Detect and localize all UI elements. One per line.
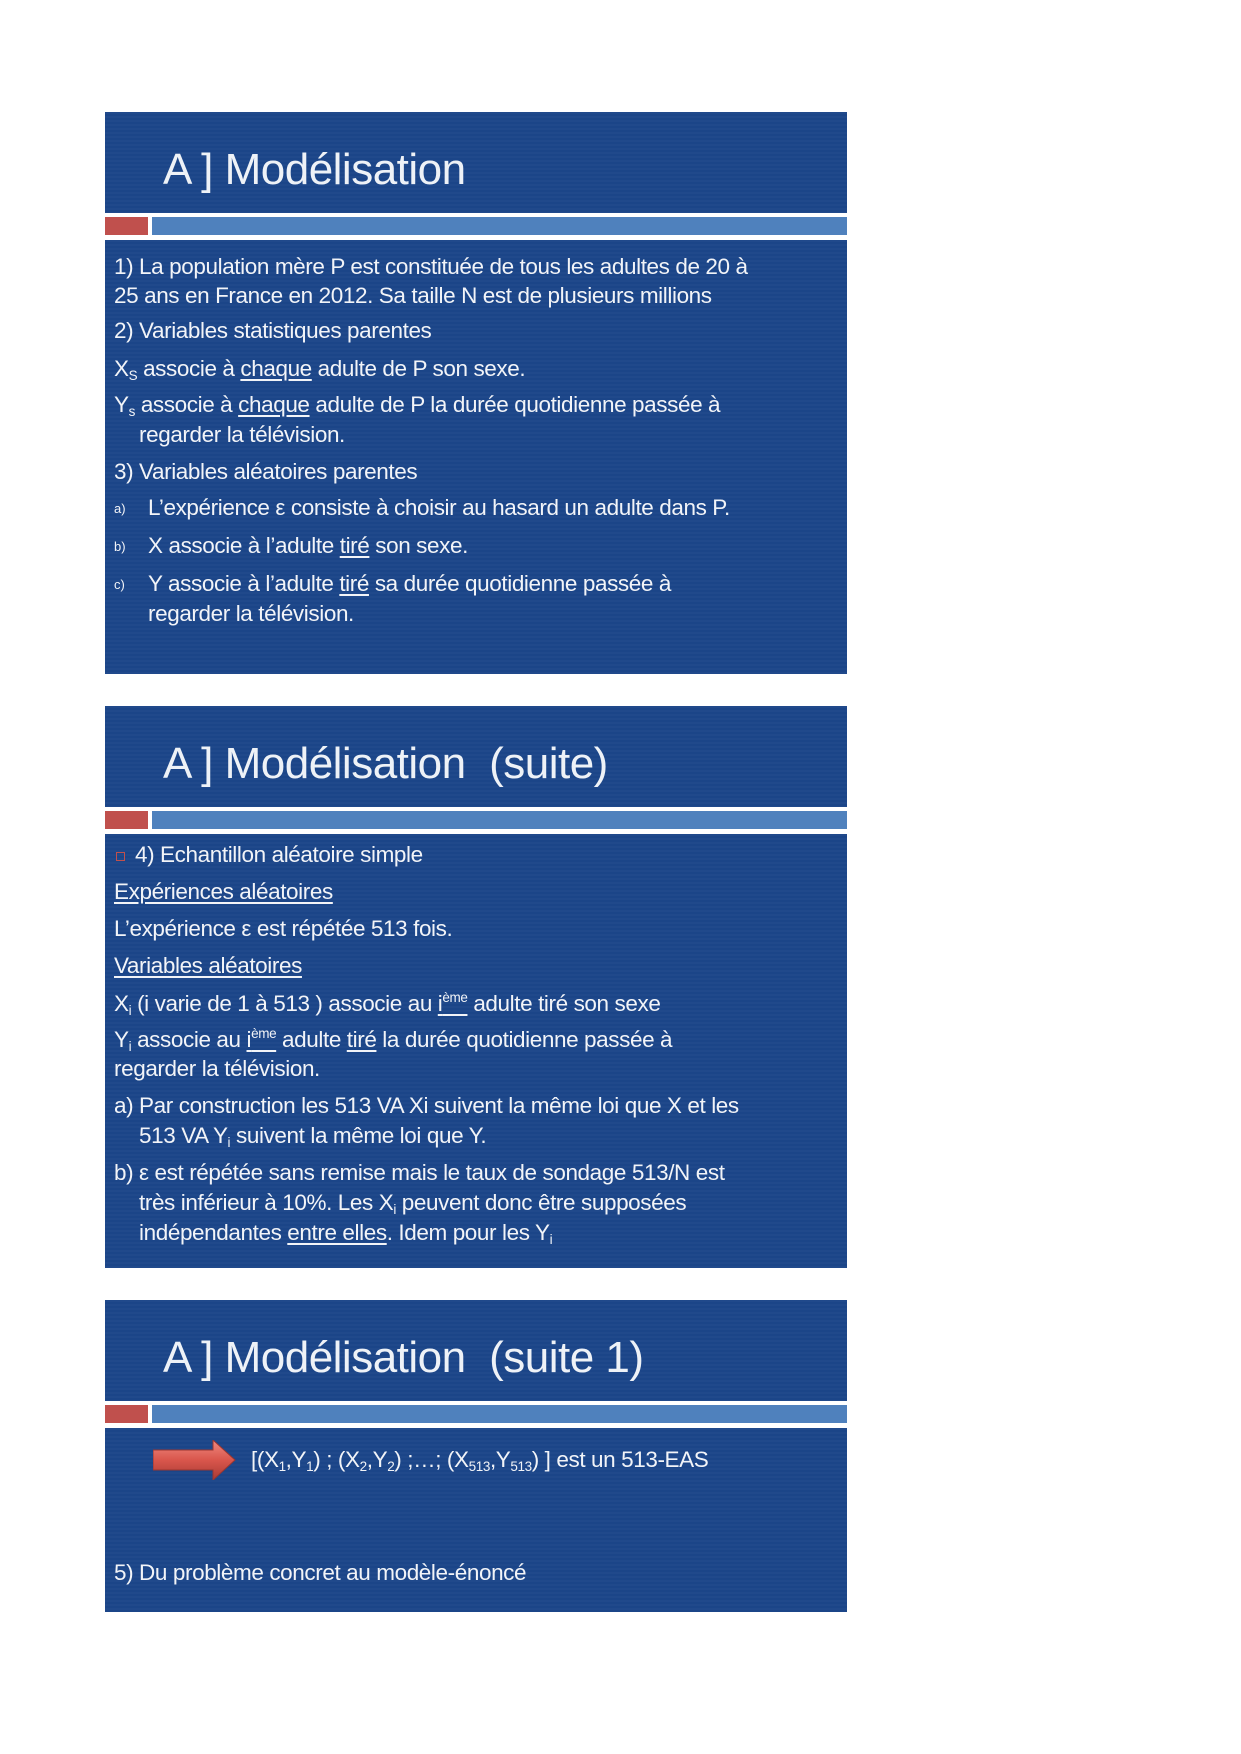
- text-line: [114, 1026, 672, 1054]
- text: ,: [489, 1447, 496, 1472]
- slide-1: [105, 112, 847, 674]
- accent-red-bar: [105, 811, 148, 829]
- subscript: 1: [306, 1459, 314, 1474]
- underlined-text: tiré: [346, 1027, 377, 1052]
- text: associe à: [134, 392, 239, 417]
- variable: Y: [372, 1447, 388, 1472]
- variable: Y: [114, 1027, 129, 1052]
- underlined-text: entre elles: [287, 1220, 387, 1245]
- title-separator: [105, 1401, 847, 1428]
- text: peuvent donc être supposées: [395, 1190, 687, 1215]
- slide-title: A ] Modélisation (suite): [163, 739, 608, 788]
- underlined-text: [247, 1027, 277, 1052]
- text: associe à: [137, 356, 241, 381]
- text-line: regarder la télévision.: [114, 1056, 320, 1081]
- list-item: [148, 532, 468, 560]
- text-line: 2) Variables statistiques parentes: [114, 318, 432, 343]
- accent-blue-bar: [152, 1405, 847, 1423]
- text-line: [114, 391, 720, 419]
- variable: Y: [114, 392, 129, 417]
- subscript: i: [128, 1039, 132, 1054]
- subscript: 2: [359, 1459, 367, 1474]
- variable: X: [454, 1447, 469, 1472]
- underlined-text: chaque: [238, 392, 310, 417]
- text-line: L’expérience ε est répétée 513 fois.: [114, 916, 453, 941]
- superscript: ème: [251, 1026, 277, 1041]
- variable: Y: [291, 1447, 307, 1472]
- subscript: i: [549, 1232, 553, 1247]
- subscript: i: [227, 1135, 231, 1150]
- text: ,: [285, 1447, 292, 1472]
- text-line: [114, 355, 525, 383]
- subscript: 2: [387, 1459, 395, 1474]
- subscript: s: [128, 404, 135, 419]
- text: adulte tiré son sexe: [467, 991, 661, 1016]
- text: adulte: [276, 1027, 347, 1052]
- text: la durée quotidienne passée à: [376, 1027, 673, 1052]
- subscript: i: [393, 1202, 396, 1217]
- text: suivent la même loi que Y.: [230, 1123, 487, 1148]
- text-line: 25 ans en France en 2012. Sa taille N est de plusieurs millions: [114, 283, 712, 308]
- accent-blue-bar: [152, 217, 847, 235]
- slide-body: [105, 240, 847, 674]
- text-line: b) ε est répétée sans remise mais le taux de sondage 513/N est: [114, 1160, 725, 1185]
- square-bullet-icon: [116, 852, 125, 861]
- slide-header: [105, 112, 847, 213]
- subscript: i: [128, 1003, 132, 1018]
- subscript: S: [128, 368, 138, 383]
- list-item: [148, 570, 671, 598]
- text-line: [139, 1122, 486, 1150]
- text: i: [246, 1027, 252, 1052]
- section-heading: Expériences aléatoires: [114, 879, 333, 904]
- underlined-text: tiré: [339, 533, 370, 558]
- text: ) ;…; (: [394, 1447, 454, 1472]
- text: associe au: [131, 1027, 247, 1052]
- eas-statement: [251, 1446, 708, 1474]
- underlined-text: chaque: [240, 356, 312, 381]
- slide-header: [105, 1300, 847, 1401]
- text-line: 5) Du problème concret au modèle-énoncé: [114, 1560, 527, 1585]
- underlined-text: [438, 991, 468, 1016]
- text: ,: [366, 1447, 373, 1472]
- slide-2: [105, 706, 847, 1268]
- slide-title: A ] Modélisation: [163, 145, 466, 194]
- list-marker: a): [114, 501, 126, 516]
- text: adulte de P son sexe.: [311, 356, 526, 381]
- text: ) ; (: [313, 1447, 345, 1472]
- list-marker: c): [114, 577, 125, 592]
- right-arrow-icon: [153, 1440, 237, 1480]
- accent-red-bar: [105, 217, 148, 235]
- list-marker: b): [114, 539, 126, 554]
- accent-blue-bar: [152, 811, 847, 829]
- text-line: [114, 990, 660, 1018]
- text: (i varie de 1 à 513 ) associe au: [131, 991, 438, 1016]
- text: très inférieur à 10%. Les X: [139, 1190, 394, 1215]
- text: indépendantes: [139, 1220, 288, 1245]
- subscript: 513: [468, 1459, 490, 1474]
- underlined-text: tiré: [339, 571, 369, 596]
- text-line: 3) Variables aléatoires parentes: [114, 459, 418, 484]
- subscript: 1: [278, 1459, 286, 1474]
- text: Y associe à l’adulte: [148, 571, 340, 596]
- accent-red-bar: [105, 1405, 148, 1423]
- slide-body: [105, 1428, 847, 1612]
- text: son sexe.: [369, 533, 468, 558]
- text-line: [139, 1189, 686, 1217]
- text: adulte de P la durée quotidienne passée à: [309, 392, 721, 417]
- variable: X: [114, 356, 129, 381]
- text-line: 4) Echantillon aléatoire simple: [135, 842, 423, 867]
- text-line: regarder la télévision.: [139, 422, 345, 447]
- variable: Y: [495, 1447, 511, 1472]
- title-separator: [105, 213, 847, 240]
- variable: X: [263, 1447, 279, 1472]
- slide-body: [105, 834, 847, 1268]
- clipped-text-line: [114, 1606, 362, 1612]
- subscript: 513: [510, 1459, 532, 1474]
- title-separator: [105, 807, 847, 834]
- text: i: [437, 991, 443, 1016]
- text-line: [139, 1219, 552, 1247]
- slide-title: A ] Modélisation (suite 1): [163, 1333, 644, 1382]
- variable: X: [114, 991, 129, 1016]
- text: ) ] est un 513-EAS: [531, 1447, 709, 1472]
- superscript: ème: [442, 990, 468, 1005]
- text-line: regarder la télévision.: [148, 601, 354, 626]
- text: 513 VA Y: [139, 1123, 228, 1148]
- list-item: L’expérience ε consiste à choisir au hasard un adulte dans P.: [148, 495, 730, 520]
- text: X associe à l’adulte: [148, 533, 340, 558]
- text: [(: [251, 1447, 264, 1472]
- text: . Idem pour les Y: [386, 1220, 550, 1245]
- text-line: a) Par construction les 513 VA Xi suivent la même loi que X et les: [114, 1093, 739, 1118]
- text: sa durée quotidienne passée à: [368, 571, 671, 596]
- slide-header: [105, 706, 847, 807]
- variable: X: [345, 1447, 360, 1472]
- section-heading: Variables aléatoires: [114, 953, 302, 978]
- slide-3: [105, 1300, 847, 1612]
- text-line: 1) La population mère P est constituée de tous les adultes de 20 à: [114, 254, 748, 279]
